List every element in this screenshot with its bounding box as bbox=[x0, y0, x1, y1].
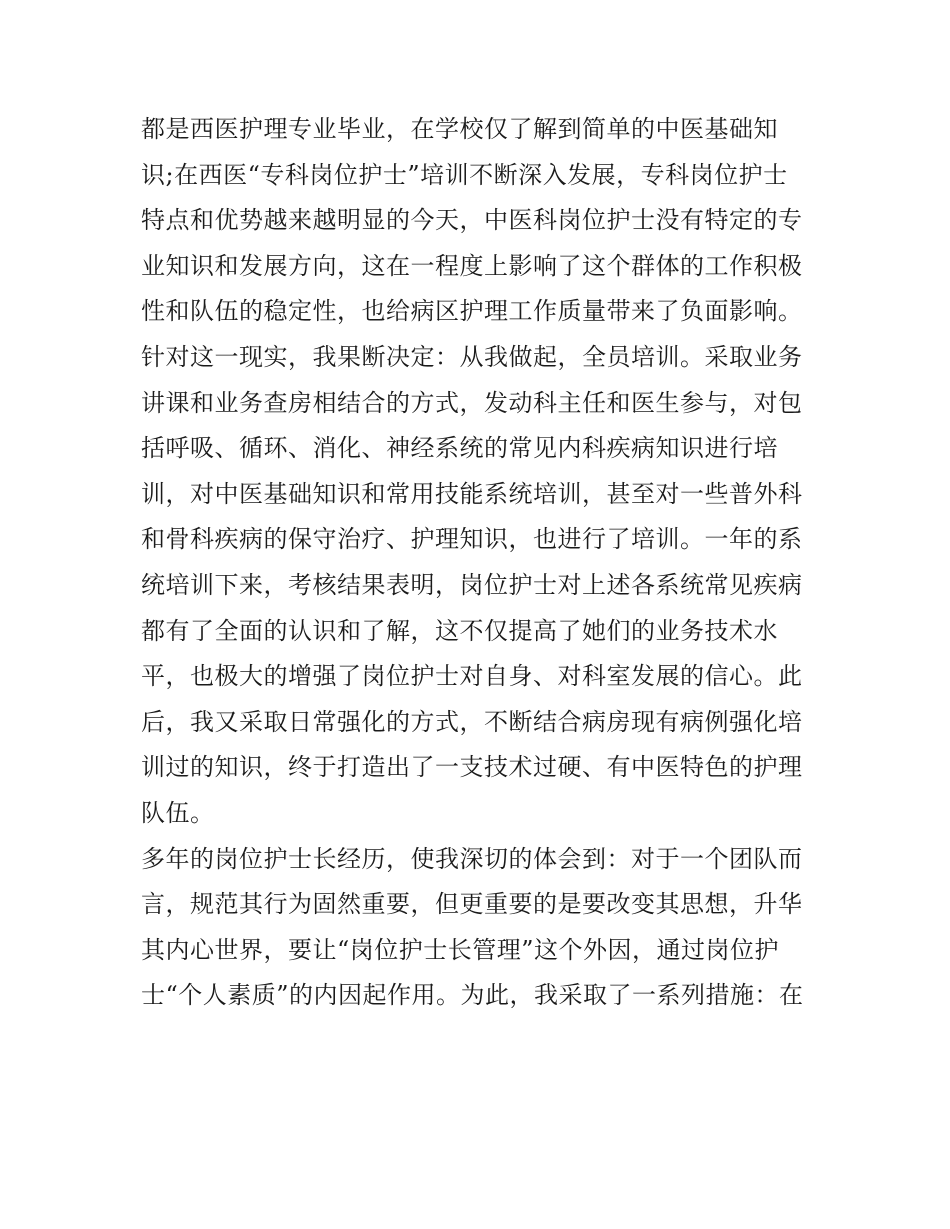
text-line: 言，规范其行为固然重要，但更重要的是要改变其思想，升华 bbox=[141, 890, 803, 919]
body-text bbox=[141, 107, 831, 1019]
text-line: 识;在西医“专科岗位护士”培训不断深入发展，专科岗位护士 bbox=[141, 160, 788, 189]
text-line: 特点和优势越来越明显的今天，中医科岗位护士没有特定的专 bbox=[141, 206, 803, 235]
text-line: 都有了全面的认识和了解，这不仅提高了她们的业务技术水 bbox=[141, 616, 778, 645]
text-line: 和骨科疾病的保守治疗、护理知识，也进行了培训。一年的系 bbox=[141, 525, 803, 554]
text-line: 训过的知识，终于打造出了一支技术过硬、有中医特色的护理 bbox=[141, 753, 803, 782]
text-line: 都是西医护理专业毕业，在学校仅了解到简单的中医基础知 bbox=[141, 115, 778, 143]
text-line: 统培训下来，考核结果表明，岗位护士对上述各系统常见疾病 bbox=[141, 570, 803, 599]
text-line: 业知识和发展方向，这在一程度上影响了这个群体的工作积极 bbox=[141, 251, 803, 280]
text-line: 队伍。 bbox=[141, 798, 215, 827]
text-line: 其内心世界，要让“岗位护士长管理”这个外因，通过岗位护 bbox=[141, 935, 780, 964]
text-line: 训，对中医基础知识和常用技能系统培训，甚至对一些普外科 bbox=[141, 479, 803, 508]
text-line: 针对这一现实，我果断决定：从我做起，全员培训。采取业务 bbox=[141, 342, 803, 371]
text-line: 多年的岗位护士长经历，使我深切的体会到：对于一个团队而 bbox=[141, 844, 803, 873]
text-line: 括呼吸、循环、消化、神经系统的常见内科疾病知识进行培 bbox=[141, 434, 778, 463]
text-line: 平，也极大的增强了岗位护士对自身、对科室发展的信心。此 bbox=[141, 662, 803, 691]
text-line: 士“个人素质”的内因起作用。为此，我采取了一系列措施：在 bbox=[141, 981, 804, 1010]
text-line: 后，我又采取日常强化的方式，不断结合病房现有病例强化培 bbox=[141, 707, 803, 736]
text-line: 讲课和业务查房相结合的方式，发动科主任和医生参与，对包 bbox=[141, 388, 803, 417]
text-line: 性和队伍的稳定性，也给病区护理工作质量带来了负面影响。 bbox=[141, 297, 803, 326]
